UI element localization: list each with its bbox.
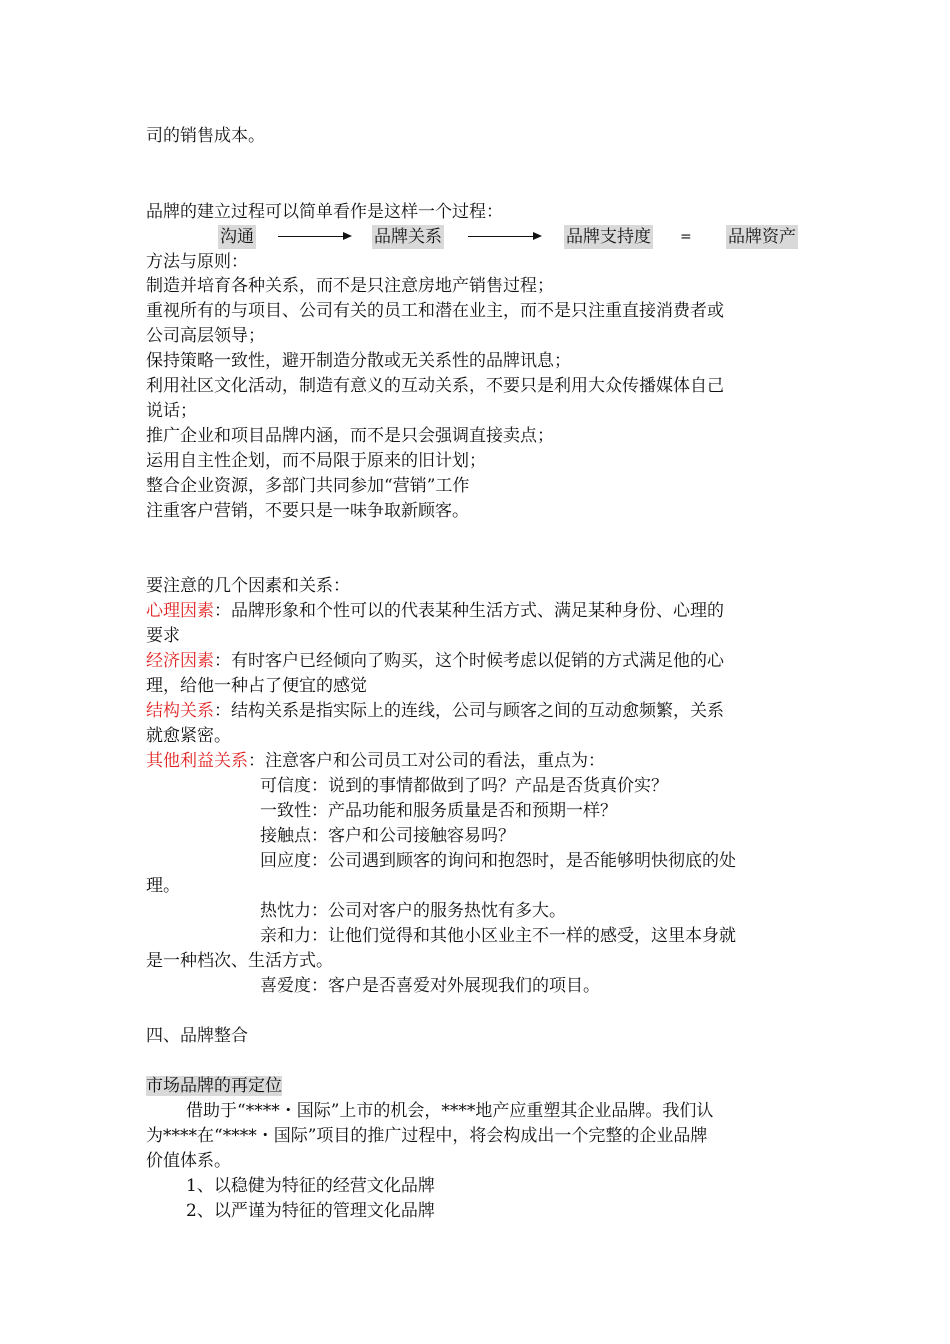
method-item: 利用社区文化活动，制造有意义的互动关系，不要只是利用大众传播媒体自己: [146, 376, 724, 396]
method-item: 说话；: [146, 401, 197, 421]
method-item: 推广企业和项目品牌内涵，而不是只会强调直接卖点；: [146, 426, 554, 446]
method-item: 制造并培育各种关系，而不是只注意房地产销售过程；: [146, 276, 554, 296]
factor-text: ：注意客户和公司员工对公司的看法，重点为：: [248, 751, 605, 771]
method-item: 保持策略一致性，避开制造分散或无关系性的品牌讯息；: [146, 351, 571, 371]
point-enthusiasm: 热忱力：公司对客户的服务热忱有多大。: [260, 901, 566, 921]
method-item: 重视所有的与项目、公司有关的员工和潜在业主，而不是只注重直接消费者或: [146, 301, 724, 321]
method-item: 注重客户营销，不要只是一味争取新顾客。: [146, 501, 469, 521]
factor-label: 经济因素: [146, 651, 214, 671]
method-item: 整合企业资源，多部门共同参加“营销”工作: [146, 476, 470, 496]
point-response-cont: 理。: [146, 876, 180, 896]
flow-step-brand-relation: 品牌关系: [374, 227, 442, 247]
point-credibility: 可信度：说到的事情都做到了吗？产品是否货真价实？: [260, 776, 668, 796]
reposition-paragraph: 价值体系。: [146, 1151, 231, 1171]
factor-structural: [146, 699, 724, 723]
factor-text: ：有时客户已经倾向了购买，这个时候考虑以促销的方式满足他的心: [214, 651, 724, 671]
section-4-heading: 四、品牌整合: [146, 1026, 248, 1046]
factor-text: ：结构关系是指实际上的连线，公司与顾客之间的互动愈频繁，关系: [214, 701, 724, 721]
flow-step-brand-asset: 品牌资产: [728, 227, 796, 247]
factor-other-interest: [146, 749, 605, 773]
flow-arrow-1: [278, 236, 350, 237]
list-item: 2、以严谨为特征的管理文化品牌: [186, 1201, 435, 1221]
point-response: 回应度：公司遇到顾客的询问和抱怨时，是否能够明快彻底的处: [260, 851, 736, 871]
method-item: 运用自主性企划，而不局限于原来的旧计划；: [146, 451, 486, 471]
factor-text: ：品牌形象和个性可以的代表某种生活方式、满足某种身份、心理的: [214, 601, 724, 621]
brand-process-intro: 品牌的建立过程可以简单看作是这样一个过程：: [146, 202, 503, 222]
factor-text-cont: 理，给他一种占了便宜的感觉: [146, 676, 367, 696]
flow-step-brand-support: 品牌支持度: [566, 227, 651, 247]
flow-step-communication: 沟通: [220, 227, 254, 247]
method-item: 公司高层领导；: [146, 326, 265, 346]
point-contact: 接触点：客户和公司接触容易吗？: [260, 826, 515, 846]
point-fondness: 喜爱度：客户是否喜爱对外展现我们的项目。: [260, 976, 600, 996]
factor-psychological: [146, 599, 724, 623]
factor-label: 心理因素: [146, 601, 214, 621]
reposition-paragraph: 为****在“****・国际”项目的推广过程中，将会构成出一个完整的企业品牌: [146, 1126, 708, 1146]
flow-equals: =: [680, 229, 692, 245]
reposition-heading: [146, 1074, 282, 1098]
factor-text-cont: 就愈紧密。: [146, 726, 231, 746]
paragraph-continuation: 司的销售成本。: [146, 126, 265, 146]
factor-label: 其他利益关系: [146, 751, 248, 771]
methods-title: 方法与原则：: [146, 252, 248, 272]
reposition-paragraph: 借助于“****・国际”上市的机会，****地产应重塑其企业品牌。我们认: [186, 1101, 714, 1121]
point-consistency: 一致性：产品功能和服务质量是否和预期一样？: [260, 801, 617, 821]
factor-label: 结构关系: [146, 701, 214, 721]
list-item: 1、以稳健为特征的经营文化品牌: [186, 1176, 435, 1196]
factors-title: 要注意的几个因素和关系：: [146, 576, 350, 596]
brand-process-flow: [146, 225, 806, 249]
factor-text-cont: 要求: [146, 626, 180, 646]
factor-economic: [146, 649, 724, 673]
point-affinity-cont: 是一种档次、生活方式。: [146, 951, 333, 971]
reposition-heading-text: 市场品牌的再定位: [146, 1076, 282, 1096]
flow-arrow-2: [468, 236, 540, 237]
point-affinity: 亲和力：让他们觉得和其他小区业主不一样的感受，这里本身就: [260, 926, 736, 946]
